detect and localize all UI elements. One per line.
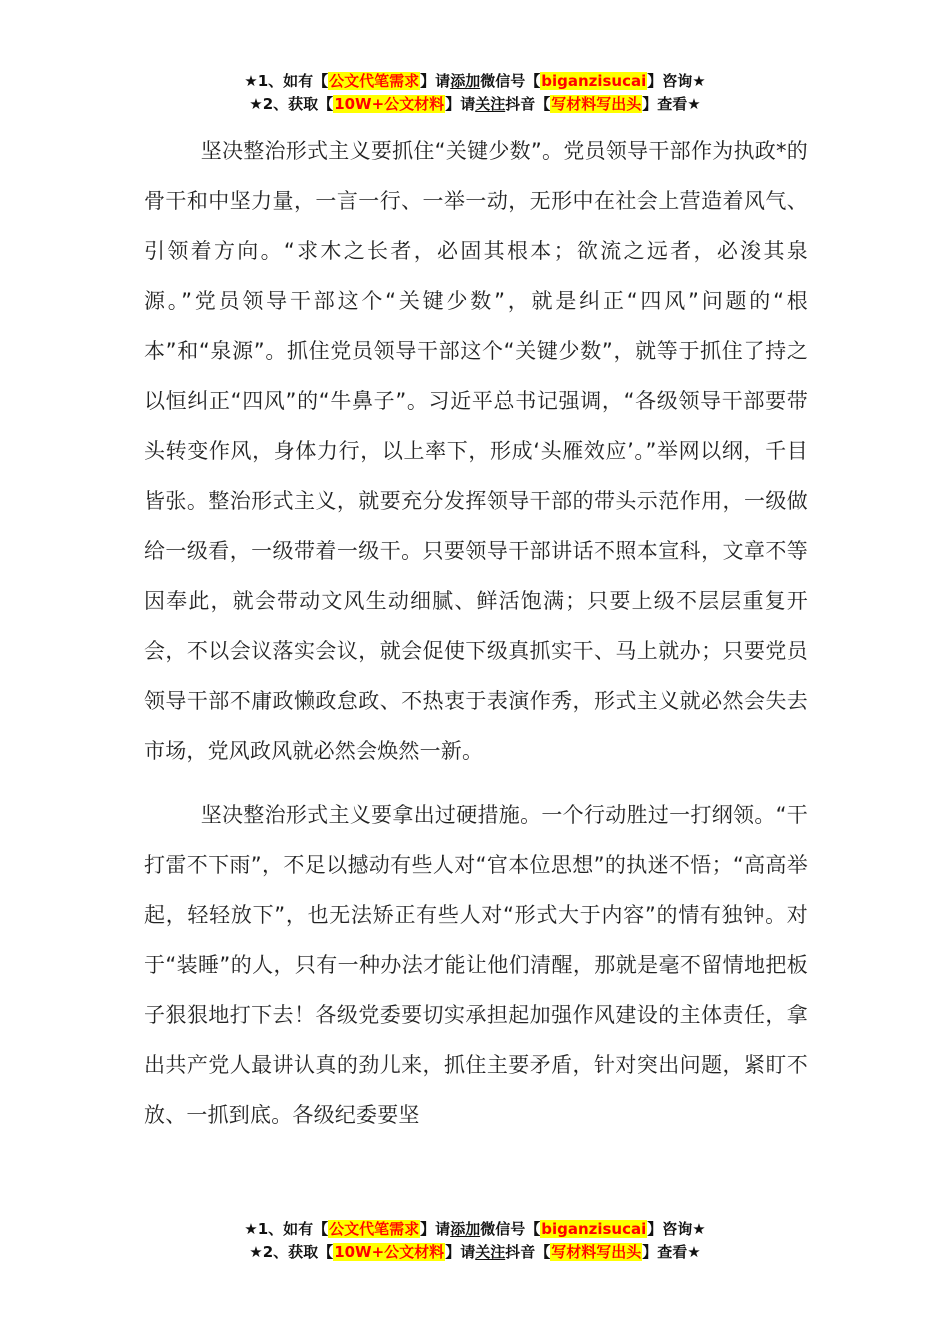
header-banner <box>0 70 950 116</box>
banner-text: 抖音【 <box>505 95 551 113</box>
banner-line-1 <box>0 1218 950 1241</box>
banner-text: ★1、如有【 <box>244 72 329 90</box>
banner-text: 】请 <box>445 1243 476 1261</box>
banner-text: 】咨询★ <box>647 72 706 90</box>
banner-line-1 <box>0 70 950 93</box>
banner-text: ★2、获取【 <box>249 95 334 113</box>
highlight-materials: 10W+公文材料 <box>334 1243 445 1261</box>
document-body <box>144 126 808 1140</box>
banner-text: 】请 <box>420 72 451 90</box>
banner-line-2 <box>0 93 950 116</box>
highlight-douyin: 写材料写出头 <box>551 95 642 113</box>
highlight-wechat-id: biganzisucai <box>541 1220 647 1238</box>
banner-underlined: 添加 <box>450 72 481 90</box>
banner-underlined: 添加 <box>450 1220 481 1238</box>
banner-text: 抖音【 <box>505 1243 551 1261</box>
banner-text: 】请 <box>420 1220 451 1238</box>
banner-text: ★2、获取【 <box>249 1243 334 1261</box>
highlight-materials: 10W+公文材料 <box>334 95 445 113</box>
banner-text: ★1、如有【 <box>244 1220 329 1238</box>
banner-line-2 <box>0 1241 950 1264</box>
paragraph-1: 坚决整治形式主义要抓住“关键少数”。党员领导干部作为执政*的骨干和中坚力量，一言一行、一举一动，无形中在社会上营造着风气、引领着方向。“求木之长者，必固其根本；欲流之远者，必浚其泉源。”党员领导干部这个“关键少数”，就是纠正“四风”问题的“根本”和“泉源”。抓住党员领导干部这个“关键少数”，就等于抓住了持之以恒纠正“四风”的“牛鼻子”。习近平总书记强调，“各级领导干部要带头转变作风，身体力行，以上率下，形成‘头雁效应’。”举网以纲，千目皆张。整治形式主义，就要充分发挥领导干部的带头示范作用，一级做给一级看，一级带着一级干。只要领导干部讲话不照本宣科，文章不等因奉此，就会带动文风生动细腻、鲜活饱满；只要上级不层层重复开会，不以会议落实会议，就会促使下级真抓实干、马上就办；只要党员领导干部不庸政懒政怠政、不热衷于表演作秀，形式主义就必然会失去市场，党风政风就必然会焕然一新。 <box>144 139 808 763</box>
banner-text: 微信号【 <box>480 1220 541 1238</box>
highlight-service: 公文代笔需求 <box>329 72 420 90</box>
banner-text: 】咨询★ <box>647 1220 706 1238</box>
banner-text: 】查看★ <box>642 95 701 113</box>
banner-text: 微信号【 <box>480 72 541 90</box>
banner-underlined: 关注 <box>475 1243 506 1261</box>
footer-banner <box>0 1218 950 1264</box>
banner-text: 】查看★ <box>642 1243 701 1261</box>
paragraph-2: 坚决整治形式主义要拿出过硬措施。一个行动胜过一打纲领。“干打雷不下雨”，不足以撼动有些人对“官本位思想”的执迷不悟；“高高举起，轻轻放下”，也无法矫正有些人对“形式大于内容”的情有独钟。对于“装睡”的人，只有一种办法才能让他们清醒，那就是毫不留情地把板子狠狠地打下去！各级党委要切实承担起加强作风建设的主体责任，拿出共产党人最讲认真的劲儿来，抓住主要矛盾，针对突出问题，紧盯不放、一抓到底。各级纪委要坚 <box>144 803 808 1127</box>
highlight-douyin: 写材料写出头 <box>551 1243 642 1261</box>
banner-text: 】请 <box>445 95 476 113</box>
highlight-wechat-id: biganzisucai <box>541 72 647 90</box>
banner-underlined: 关注 <box>475 95 506 113</box>
highlight-service: 公文代笔需求 <box>329 1220 420 1238</box>
